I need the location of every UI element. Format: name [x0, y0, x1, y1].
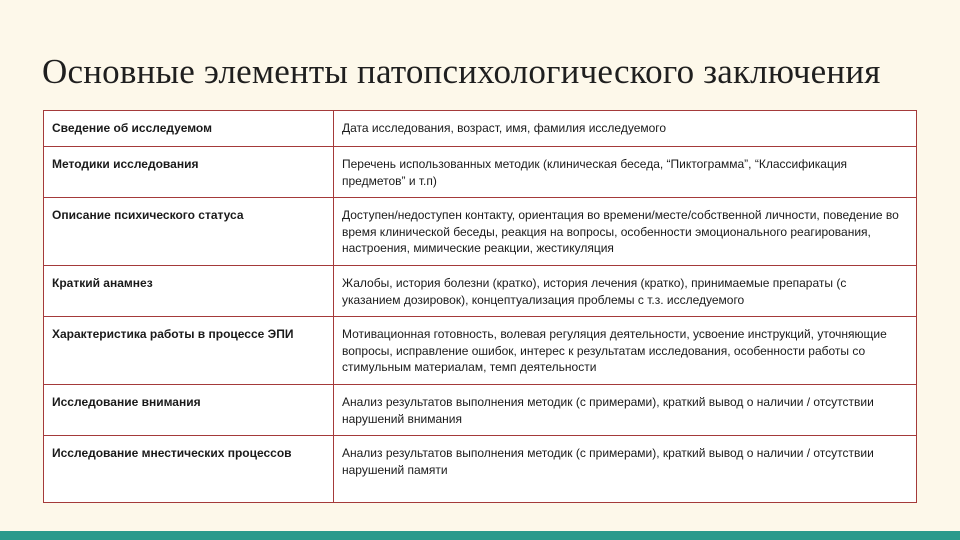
row-label: Исследование мнестических процессов — [44, 436, 334, 503]
row-content: Дата исследования, возраст, имя, фамилия исследуемого — [334, 111, 917, 147]
row-content: Перечень использованных методик (клиническая беседа, “Пиктограмма”, “Классификация предметов” и т.п) — [334, 147, 917, 198]
slide-title: Основные элементы патопсихологического заключения — [42, 52, 881, 91]
table-row — [44, 317, 917, 385]
bottom-accent-bar — [0, 531, 960, 540]
table-row — [44, 147, 917, 198]
row-content: Мотивационная готовность, волевая регуляция деятельности, усвоение инструкций, уточняющие вопросы, исправление ошибок, интерес к результатам исследования, особенности работы со стимульным материалам, темп деятельности — [334, 317, 917, 385]
row-label: Исследование внимания — [44, 385, 334, 436]
table-row — [44, 436, 917, 503]
row-label: Краткий анамнез — [44, 266, 334, 317]
table-row — [44, 198, 917, 266]
row-content: Анализ результатов выполнения методик (с примерами), краткий вывод о наличии / отсутствии нарушений внимания — [334, 385, 917, 436]
row-content: Анализ результатов выполнения методик (с примерами), краткий вывод о наличии / отсутствии нарушений памяти — [334, 436, 917, 503]
table-row — [44, 385, 917, 436]
row-label: Характеристика работы в процессе ЭПИ — [44, 317, 334, 385]
table-row — [44, 111, 917, 147]
row-label: Методики исследования — [44, 147, 334, 198]
row-content: Доступен/недоступен контакту, ориентация во времени/месте/собственной личности, поведение во время клинической беседы, реакция на вопросы, особенности эмоционального реагирования, настроения, мимические реакции, жестикуляция — [334, 198, 917, 266]
table-row — [44, 266, 917, 317]
row-label: Сведение об исследуемом — [44, 111, 334, 147]
row-label: Описание психического статуса — [44, 198, 334, 266]
row-content: Жалобы, история болезни (кратко), история лечения (кратко), принимаемые препараты (с указанием дозировок), концептуализация проблемы с т.з. исследуемого — [334, 266, 917, 317]
conclusion-elements-table — [43, 110, 917, 503]
